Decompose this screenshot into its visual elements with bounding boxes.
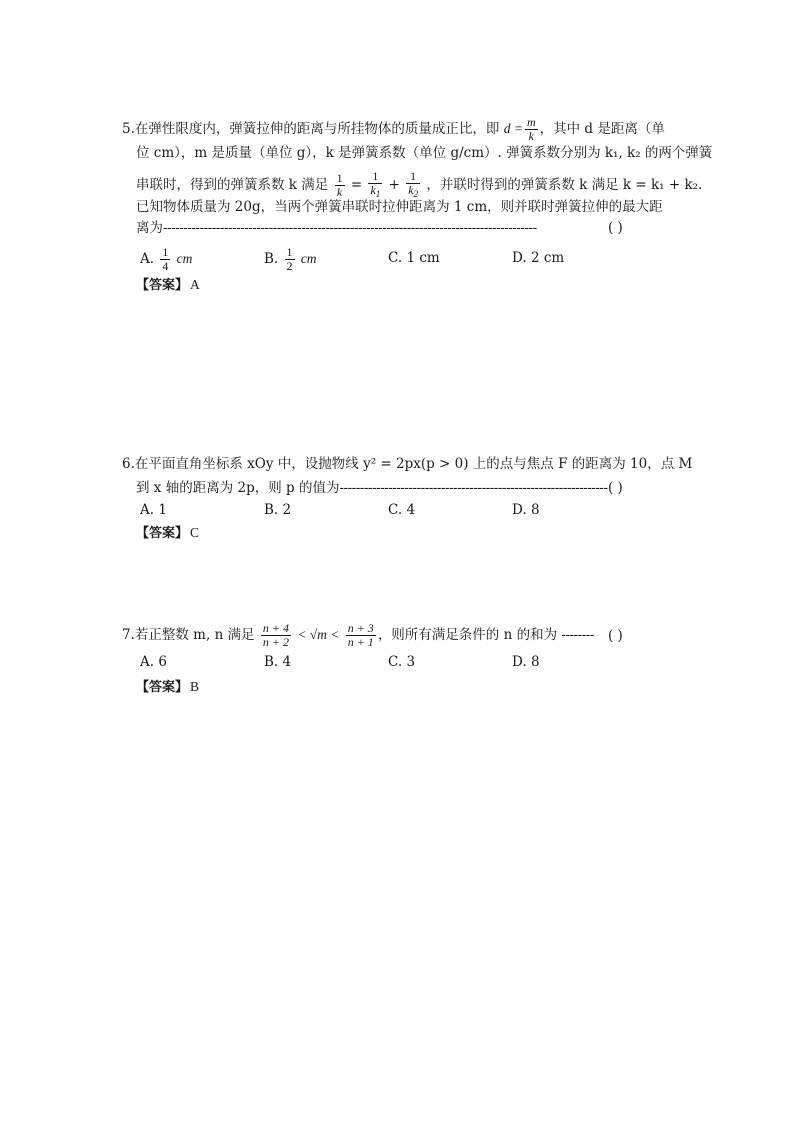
q5-option-b-den: 2 [286,259,293,273]
q6-line-1 [122,456,692,472]
q5-formula: d = [503,121,523,136]
q5-line3-tail: ，并联时得到的弹簧系数 k 满足 k = k₁ + k₂. [426,177,703,193]
q7-option-a [140,654,167,670]
q6-dash-leader: ------------------------------------------------------------------ [339,480,608,496]
q5-frac-num: m [526,115,536,129]
q5-option-a-fraction [160,246,170,273]
q7-frac1-den: n + 2 [262,635,289,649]
q5-option-b-fraction [285,246,295,273]
q5-line-3 [136,170,702,201]
q6-option-c-text: 4 [406,502,416,518]
q6-bracket-text: ( ) [608,480,623,496]
q6-answer-value: C [190,525,200,540]
q7-fraction-2 [346,622,376,649]
q6-option-d-text: 8 [530,502,540,518]
q5-line-4 [136,199,663,215]
q5-line1-text: 在弹性限度内，弹簧拉伸的距离与所挂物体的质量成正比，即 [134,121,504,137]
q6-option-c [388,502,415,518]
q5-series-formula: $\frac{1}{k}$ = $\frac{1}{k_1}$ + $\frac{1}{k_2}$ [336,169,419,199]
q5-number: 5. [122,121,135,137]
q5-option-a [140,246,192,273]
q7-option-c-text: 3 [406,654,416,670]
q6-line2-text: 到 x 轴的距离为 2p，则 p 的值为 [136,480,340,496]
q5-option-d-label: D. [512,250,527,266]
q5-frac-den: k [528,129,534,143]
q5-line-5 [136,220,537,236]
q5-option-c [388,250,440,266]
q7-frac2-num: n + 3 [347,621,374,635]
q7-text-a: 若正整数 m, n 满足 [134,627,255,643]
q5-option-b-unit: cm [300,251,317,266]
q5-option-a-num: 1 [162,245,169,259]
q7-answer-tag: 【答案】 [136,680,189,695]
q5-answer-bracket [608,220,623,236]
q5-line-2 [136,145,712,161]
q7-fraction-1 [261,622,291,649]
q5-option-d-text: 2 cm [530,250,565,266]
q7-inequality-middle: < √m < [297,627,340,642]
q5-bracket-text: ( ) [608,220,623,236]
q7-frac2-den: n + 1 [347,635,374,649]
q6-option-b-text: 2 [282,502,292,518]
q5-option-c-label: C. [388,250,403,266]
q7-answer [136,676,199,695]
q5-dash-leader: -------------------------------------------------------------------------------------------- [163,220,537,236]
q5-option-b-label: B. [264,251,279,267]
q6-option-d [512,502,540,518]
q7-option-d-label: D. [512,654,527,670]
q7-line-1 [122,622,594,649]
q5-answer-value: A [190,277,200,292]
q5-line3-text: 串联时，得到的弹簧系数 k 满足 [136,177,329,193]
q7-text-b: ，则所有满足条件的 n 的和为 [377,627,558,643]
q5-line1-tail: ，其中 d 是距离（单 [539,121,665,137]
q5-option-b-num: 1 [286,245,293,259]
q6-answer-tag: 【答案】 [136,526,189,541]
q7-option-b [264,654,291,670]
q7-bracket-text: ( ) [608,628,623,644]
q6-answer [136,522,199,541]
q7-option-a-label: A. [140,654,155,670]
q7-option-a-text: 6 [158,654,167,670]
q6-answer-bracket [608,480,623,496]
q5-option-d [512,250,564,266]
q6-number: 6. [122,456,135,472]
q7-number: 7. [122,627,135,643]
q7-option-c [388,654,415,670]
q5-answer [136,274,200,293]
q5-option-c-text: 1 cm [406,250,440,266]
q6-option-b [264,502,291,518]
q6-line1-text: 在平面直角坐标系 xOy 中，设抛物线 y² = 2px(p > 0) 上的点与焦点 F 的距离为 10，点 M [134,456,693,472]
q7-option-d-text: 8 [530,654,540,670]
q6-option-c-label: C. [388,502,403,518]
q6-option-d-label: D. [512,502,527,518]
q5-line2-text: 位 cm），m 是质量（单位 g），k 是弹簧系数（单位 g/cm）. 弹簧系数分别为 k₁, k₂ 的两个弹簧 [136,145,713,161]
q7-option-c-label: C. [388,654,403,670]
q7-option-d [512,654,540,670]
q6-option-a-text: 1 [158,502,167,518]
q6-option-a [140,502,167,518]
q7-option-b-label: B. [264,654,279,670]
q6-option-a-label: A. [140,502,155,518]
q5-option-a-den: 4 [162,259,169,273]
q5-option-b [264,246,317,273]
q5-line5-text: 离为 [136,220,163,236]
q5-line-1 [122,116,665,143]
q5-line4-text: 已知物体质量为 20g，当两个弹簧串联时拉伸距离为 1 cm，则并联时弹簧拉伸的最大距 [136,199,663,215]
q7-answer-bracket [608,628,623,644]
q7-answer-value: B [190,679,200,694]
q5-fraction-m-over-k [525,116,538,143]
q7-dash-leader: -------- [561,627,594,643]
q6-line-2 [136,480,608,496]
q6-option-b-label: B. [264,502,279,518]
q5-option-a-label: A. [140,251,155,267]
q7-frac1-num: n + 4 [262,621,289,635]
q7-option-b-text: 4 [282,654,292,670]
q5-option-a-unit: cm [176,251,193,266]
q5-answer-tag: 【答案】 [136,278,189,293]
